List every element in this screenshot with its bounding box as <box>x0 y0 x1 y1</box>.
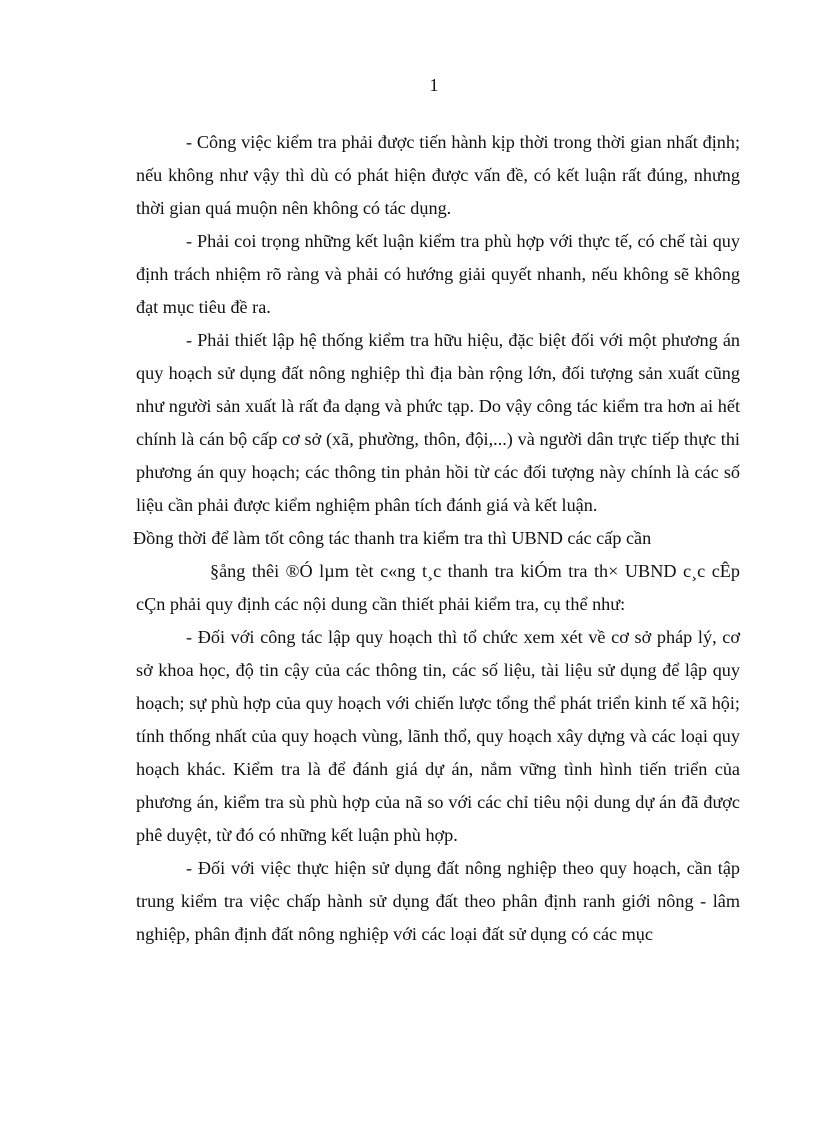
paragraph-ubnd-intro: Đồng thời để làm tốt công tác thanh tra kiểm tra thì UBND các cấp cần <box>133 528 652 548</box>
paragraph-inspection-conclusions: - Phải coi trọng những kết luận kiểm tra phù hợp với thực tế, có chế tài quy định trách nhiệm rõ ràng và phải có hướng giải quyết nhanh, nếu không sẽ không đạt mục tiêu đề ra. <box>136 231 740 317</box>
paragraph-timely-inspection: - Công việc kiểm tra phải được tiến hành kịp thời trong thời gian nhất định; nếu không như vậy thì dù có phát hiện được vấn đề, có kết luận rất đúng, nhưng thời gian quá muộn nên không có tác dụng. <box>136 132 740 218</box>
paragraph-ubnd-garbled: §ång thêi ®Ó lµm tèt c«ng t¸c thanh tra kiÓm tra th× UBND c¸c cÊp cÇn phải quy định các nội dung cần thiết phải kiểm tra, cụ thể như: <box>136 561 740 614</box>
paragraph-planning-review: - Đối với công tác lập quy hoạch thì tổ chức xem xét về cơ sở pháp lý, cơ sở khoa học, độ tin cậy của các thông tin, các số liệu, tài liệu sử dụng để lập quy hoạch; sự phù hợp của quy hoạch với chiến lược tổng thể phát triển kinh tế xã hội; tính thống nhất của quy hoạch vùng, lãnh thổ, quy hoạch xây dựng và các loại quy hoạch khác. Kiểm tra là để đánh giá dự án, nắm vững tình hình tiến triển của phương án, kiểm tra sù phù hợp của nã so với các chỉ tiêu nội dung dự án đã được phê duyệt, từ đó có những kết luận phù hợp. <box>136 627 740 845</box>
page-number: 1 <box>429 75 439 95</box>
paragraph-land-use-implementation: - Đối với việc thực hiện sử dụng đất nông nghiệp theo quy hoạch, cần tập trung kiểm tra việc chấp hành sử dụng đất theo phân định ranh giới nông - lâm nghiệp, phân định đất nông nghiệp với các loại đất sử dụng có các mục <box>136 858 740 944</box>
document-body <box>133 126 740 951</box>
paragraph-inspection-system: - Phải thiết lập hệ thống kiểm tra hữu hiệu, đặc biệt đối với một phương án quy hoạch sử dụng đất nông nghiệp thì địa bàn rộng lớn, đối tượng sản xuất cũng như người sản xuất là rất đa dạng và phức tạp. Do vậy công tác kiểm tra hơn ai hết chính là cán bộ cấp cơ sở (xã, phường, thôn, đội,...) và người dân trực tiếp thực thi phương án quy hoạch; các thông tin phản hồi từ các đối tượng này chính là các số liệu cần phải được kiểm nghiệm phân tích đánh giá và kết luận. <box>136 330 740 515</box>
